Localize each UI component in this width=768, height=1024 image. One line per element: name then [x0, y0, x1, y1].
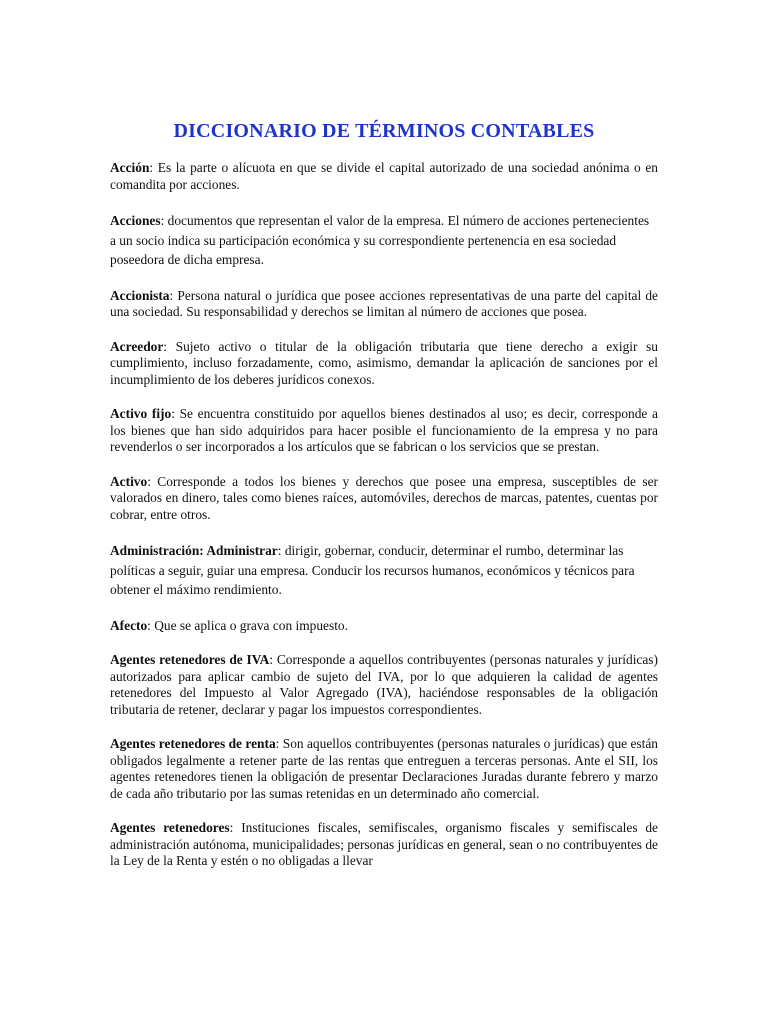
entry-definition: : Instituciones fiscales, semifiscales, organismo fiscales y semifiscales de administración autónoma, municipalidades; personas jurídicas en general, sean o no contribuyentes de la Ley de la Renta y estén o no obligadas a llevar: [110, 820, 658, 868]
entry-definition: : documentos que representan el valor de la empresa. El número de acciones pertenecientes a un socio indica su participación económica y su correspondiente pertenencia en esa sociedad poseedora de dicha empresa.: [110, 213, 650, 267]
entry-term: Agentes retenedores de renta: [110, 736, 276, 751]
entry-definition: : Persona natural o jurídica que posee acciones representativas de una parte del capital de una sociedad. Su responsabilidad y derechos se limitan al número de acciones que posea.: [110, 287, 658, 319]
entry-term: Acción: [110, 160, 150, 175]
entry-term: Acreedor: [110, 338, 164, 354]
glossary-entry-agentes-retenedores-renta: [110, 736, 658, 802]
entry-definition: : dirigir, gobernar, conducir, determinar el rumbo, determinar las políticas a seguir, guiar una empresa. Conducir los recursos humanos, económicos y técnicos para obtener el máximo rendimiento.: [110, 543, 635, 597]
entry-term: Administración: Administrar: [110, 543, 278, 558]
glossary-entry-activo-fijo: [110, 406, 658, 456]
glossary-entry-agentes-retenedores: [110, 820, 658, 870]
glossary-entry-accionista: [110, 288, 658, 321]
document-page: [110, 0, 658, 1024]
glossary-entry-agentes-retenedores-iva: [110, 652, 658, 718]
entry-definition: : Corresponde a todos los bienes y derechos que posee una empresa, susceptibles de ser valorados en dinero, tales como bienes raíces, automóviles, derechos de marcas, patentes, cuentas por cobrar, entre otros.: [110, 473, 658, 522]
glossary-entries: [110, 160, 658, 888]
glossary-entry-accion: [110, 160, 658, 193]
entry-definition: : Corresponde a aquellos contribuyentes (personas naturales y jurídicas) autorizados para aplicar cambio de sujeto del IVA, por lo que adquieren la calidad de agentes retenedores del Impuesto al Valor Agregado (IVA), haciéndose responsables de la obligación tributaria de retener, declarar y pagar los impuestos correspondientes.: [110, 652, 658, 717]
glossary-entry-acreedor: [110, 339, 658, 389]
entry-term: Afecto: [110, 617, 148, 633]
entry-term: Agentes retenedores de IVA: [110, 652, 270, 667]
glossary-entry-afecto: [110, 618, 658, 635]
glossary-entry-activo: [110, 474, 658, 524]
entry-term: Agentes retenedores: [110, 820, 230, 835]
entry-term: Accionista: [110, 287, 170, 303]
glossary-entry-acciones: [110, 211, 658, 270]
entry-term: Acciones: [110, 213, 161, 228]
entry-definition: : Son aquellos contribuyentes (personas naturales o jurídicas) que están obligados legalmente a retener parte de las rentas que entreguen a terceras personas. Ante el SII, los agentes retenedores tienen la obligación de presentar Declaraciones Juradas durante febrero y marzo de cada año tributario por las sumas retenidas en un determinado año comercial.: [110, 736, 658, 801]
document-title: DICCIONARIO DE TÉRMINOS CONTABLES: [173, 120, 595, 142]
entry-definition: : Que se aplica o grava con impuesto.: [147, 617, 348, 633]
entry-term: Activo: [110, 473, 148, 489]
entry-definition: : Es la parte o alícuota en que se divide el capital autorizado de una sociedad anónima o en comandita por acciones.: [110, 160, 658, 192]
entry-term: Activo fijo: [110, 406, 172, 421]
glossary-entry-administracion: [110, 541, 658, 600]
entry-definition: : Sujeto activo o titular de la obligación tributaria que tiene derecho a exigir su cumplimiento, incluso forzadamente, como, asimismo, demandar la aplicación de sanciones por el incumplimiento de los deberes jurídicos conexos.: [110, 338, 658, 387]
entry-definition: : Se encuentra constituido por aquellos bienes destinados al uso; es decir, corresponde a los bienes que han sido adquiridos para hacer posible el funcionamiento de la empresa y no para revenderlos o ser incorporados a los artículos que se fabrican o los servicios que se prestan.: [110, 406, 658, 454]
